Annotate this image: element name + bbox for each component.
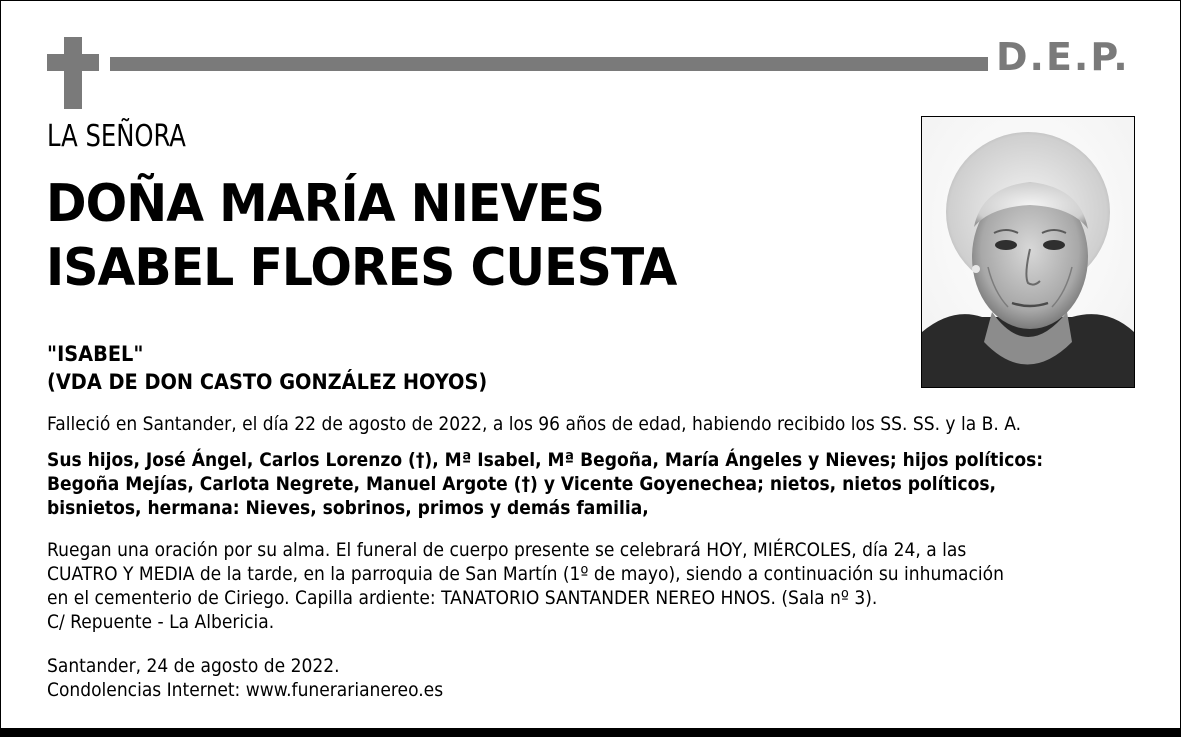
cross-icon — [64, 37, 82, 109]
funeral-line: C/ Repuente - La Albericia. — [47, 611, 275, 633]
bottom-border — [0, 728, 1181, 737]
funeral-details — [47, 538, 1004, 634]
death-notice: Falleció en Santander, el día 22 de agosto de 2022, a los 96 años de edad, habiendo recibido los SS. SS. y la B. A. — [47, 413, 1022, 435]
family-list — [47, 448, 1043, 520]
deceased-name-line-2: ISABEL FLORES CUESTA — [46, 238, 677, 298]
deceased-name — [46, 172, 676, 300]
place-date: Santander, 24 de agosto de 2022. — [47, 655, 340, 677]
family-line: bisnietos, hermana: Nieves, sobrinos, primos y demás familia, — [47, 497, 649, 519]
funeral-line: Ruegan una oración por su alma. El funeral de cuerpo presente se celebrará HOY, MIÉRCOLES, día 24, a las — [47, 539, 967, 561]
closing-block — [47, 654, 443, 702]
nickname-block — [47, 340, 487, 396]
dep-label: D.E.P. — [996, 35, 1130, 79]
condolences-link: Condolencias Internet: www.funerarianereo.es — [47, 679, 444, 701]
family-line: Sus hijos, José Ángel, Carlos Lorenzo (†), Mª Isabel, Mª Begoña, María Ángeles y Nieves; hijos políticos: — [47, 449, 1044, 471]
cross-icon-bar — [47, 54, 99, 71]
nickname: "ISABEL" — [47, 342, 144, 366]
portrait-image — [922, 117, 1134, 387]
funeral-line: en el cementerio de Ciriego. Capilla ardiente: TANATORIO SANTANDER NEREO HNOS. (Sala nº 3). — [47, 587, 878, 609]
header-rule — [110, 57, 988, 71]
widow-note: (VDA DE DON CASTO GONZÁLEZ HOYOS) — [47, 370, 488, 394]
deceased-name-line-1: DOÑA MARÍA NIEVES — [46, 174, 604, 234]
intro-label: LA SEÑORA — [47, 119, 186, 154]
family-line: Begoña Mejías, Carlota Negrete, Manuel Argote (†) y Vicente Goyenechea; nietos, nietos políticos, — [47, 473, 997, 495]
portrait-photo — [921, 116, 1135, 388]
funeral-line: CUATRO Y MEDIA de la tarde, en la parroquia de San Martín (1º de mayo), siendo a continuación su inhumación — [47, 563, 1004, 585]
